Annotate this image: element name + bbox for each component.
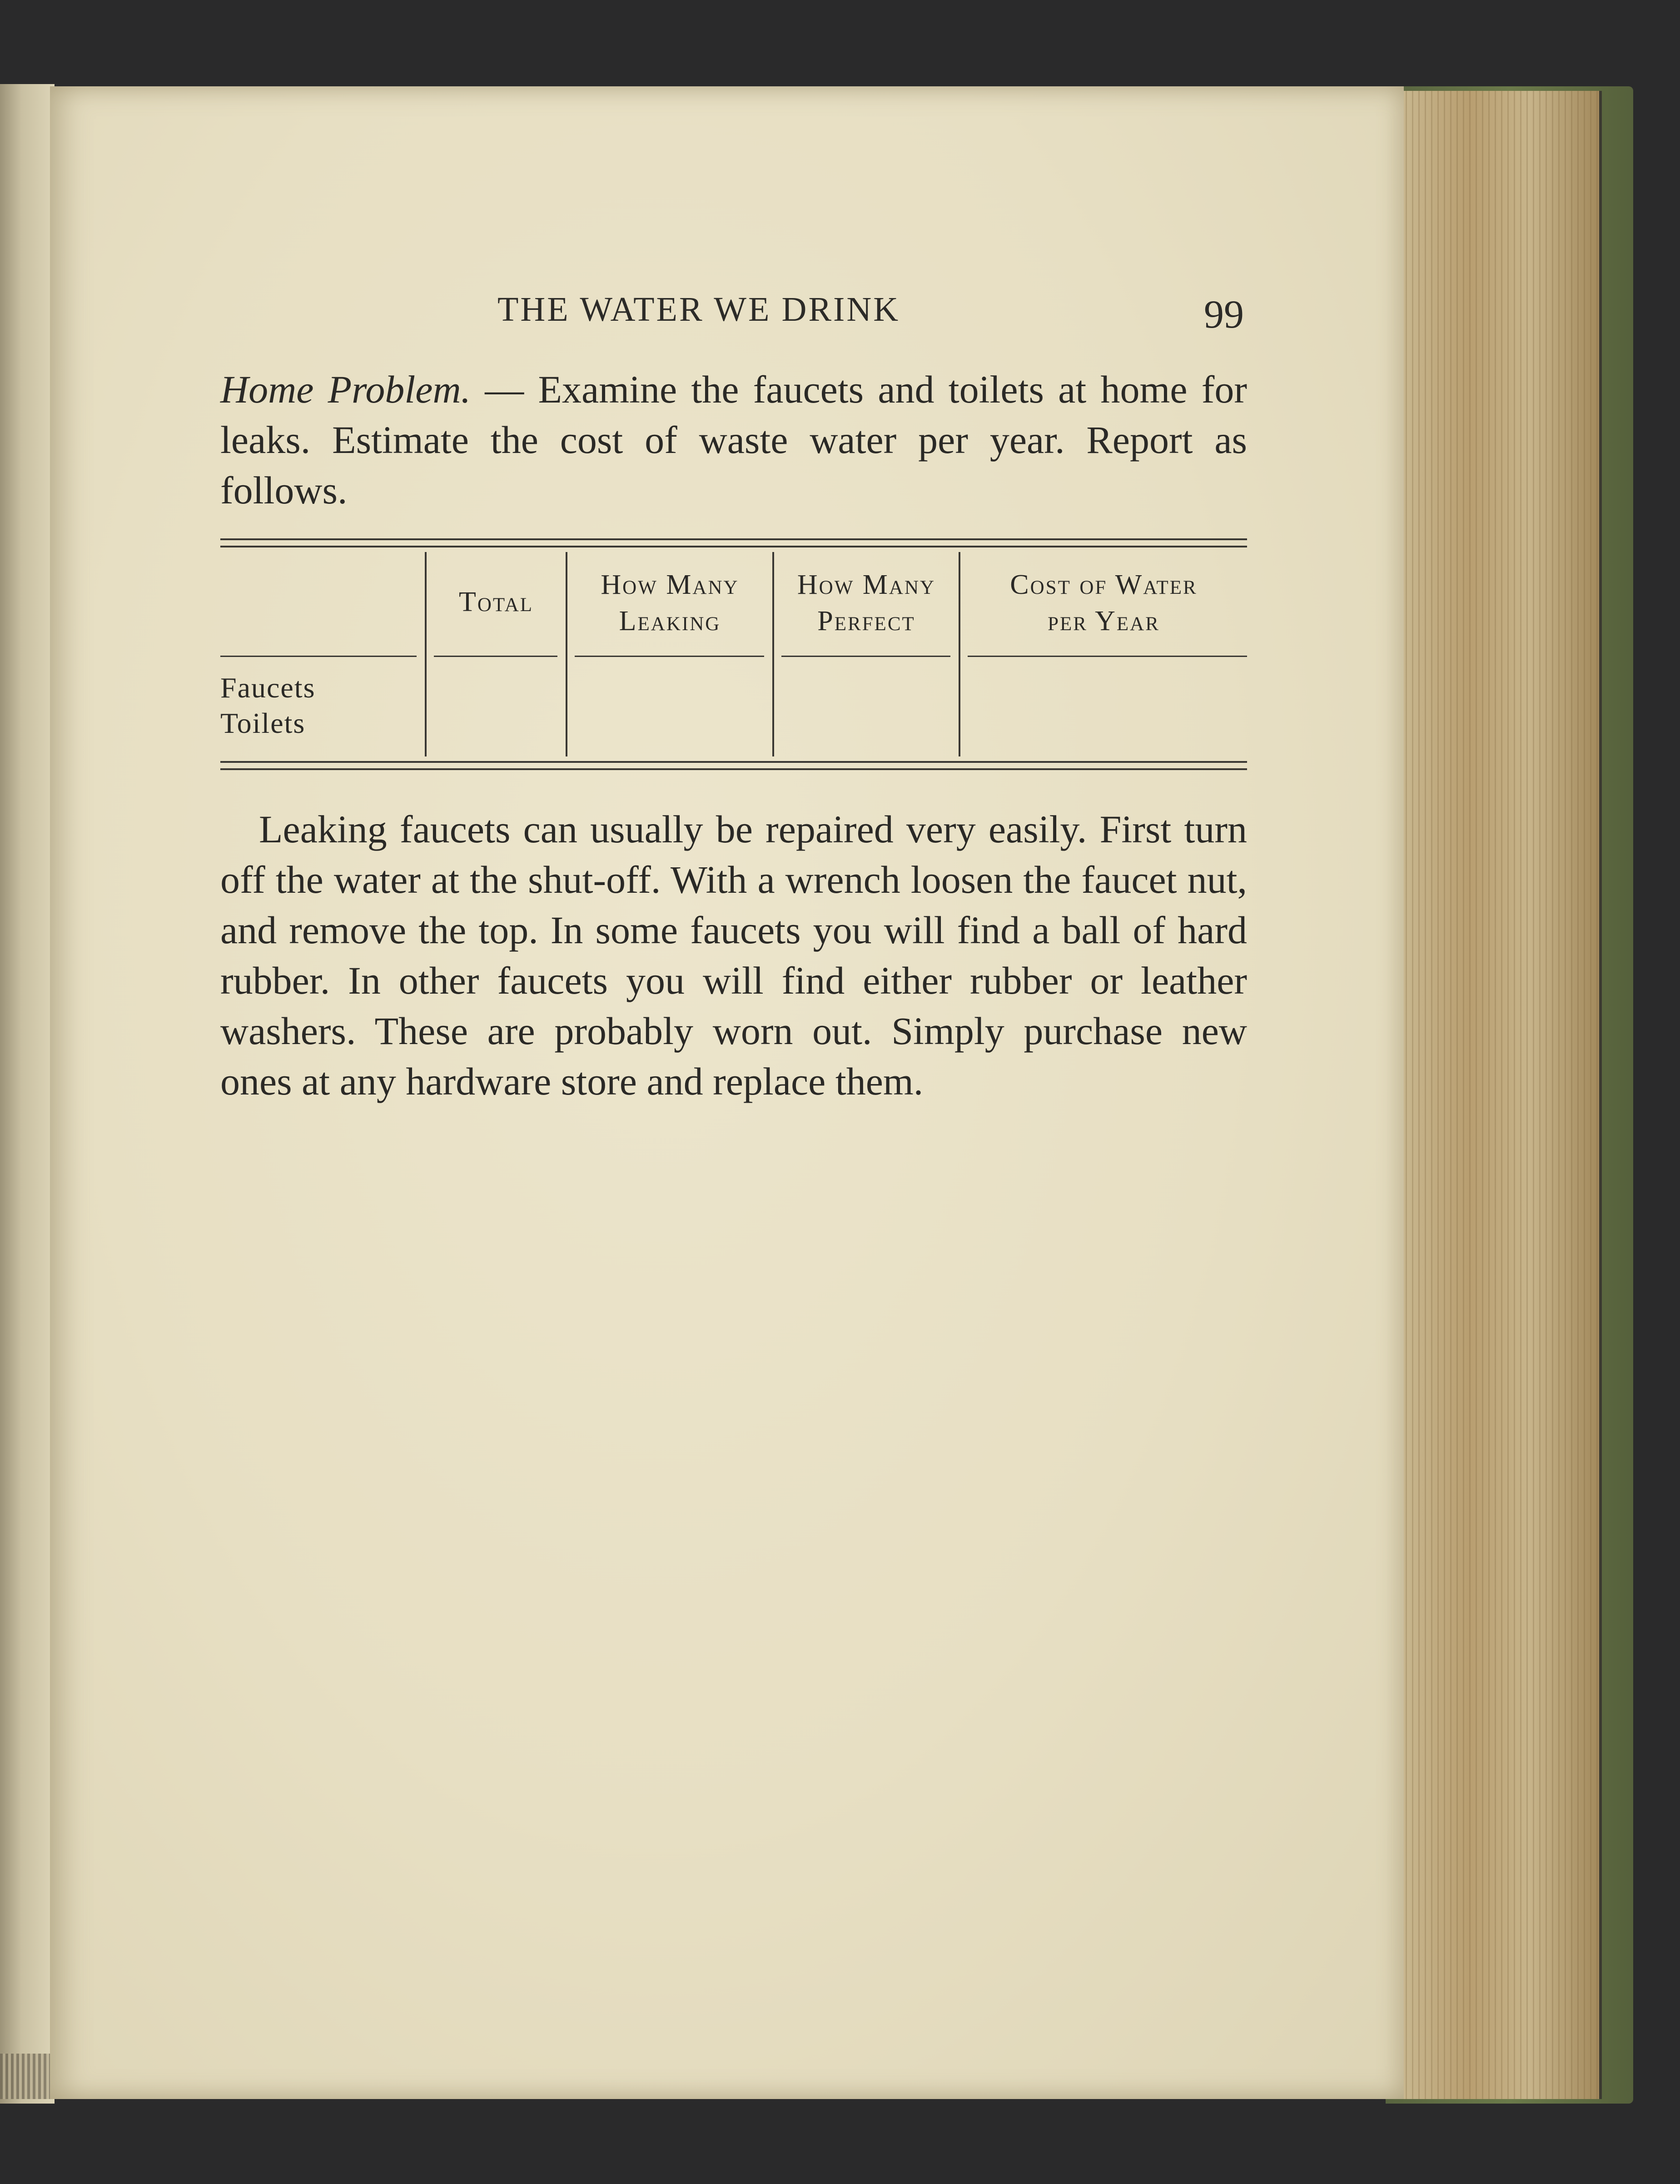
- page-stack-edge: [1399, 91, 1602, 2099]
- column-divider: [425, 552, 427, 756]
- book-page: [50, 86, 1404, 2099]
- table-top-rule-inner: [220, 546, 1247, 547]
- header-underline: [434, 656, 557, 657]
- repair-paragraph: Leaking faucets can usually be repaired very easily. First turn off the water at the shut-off. With a wrench loosen the faucet nut, and remove the top. In some faucets you will find a ball of hard rubber. In other faucets you will find either rubber or leather washers. These are probably worn out. Simply purchase new ones at any hardware store and replace them.: [220, 807, 1247, 1103]
- table-bottom-rule-inner: [220, 768, 1247, 770]
- header-underline: [220, 656, 417, 657]
- column-header-how-many-leaking: How Many Leaking: [601, 569, 739, 637]
- report-table: [220, 538, 1247, 779]
- column-header-cost-of-water: Cost of Water per Year: [1010, 569, 1198, 637]
- table-bottom-rule: [220, 761, 1247, 763]
- header-underline: [968, 656, 1247, 657]
- left-page-edge: [0, 84, 55, 2104]
- column-header-total: Total: [458, 587, 534, 617]
- home-problem-text: — Examine the faucets and toilets at home for leaks. Estimate the cost of waste water per year. Report as follows.: [220, 368, 1247, 512]
- table-top-rule: [220, 538, 1247, 540]
- row-labels: [220, 670, 316, 741]
- header-underline: [575, 656, 764, 657]
- running-header: THE WATER WE DRINK: [497, 290, 900, 328]
- page-number: 99: [1204, 293, 1244, 337]
- header-underline: [781, 656, 950, 657]
- row-label-faucets: Faucets: [220, 672, 316, 704]
- home-problem-label: Home Problem.: [220, 368, 471, 411]
- column-header-how-many-perfect: How Many Perfect: [797, 569, 936, 637]
- home-problem-paragraph: [220, 364, 1247, 516]
- row-label-toilets: Toilets: [220, 707, 306, 739]
